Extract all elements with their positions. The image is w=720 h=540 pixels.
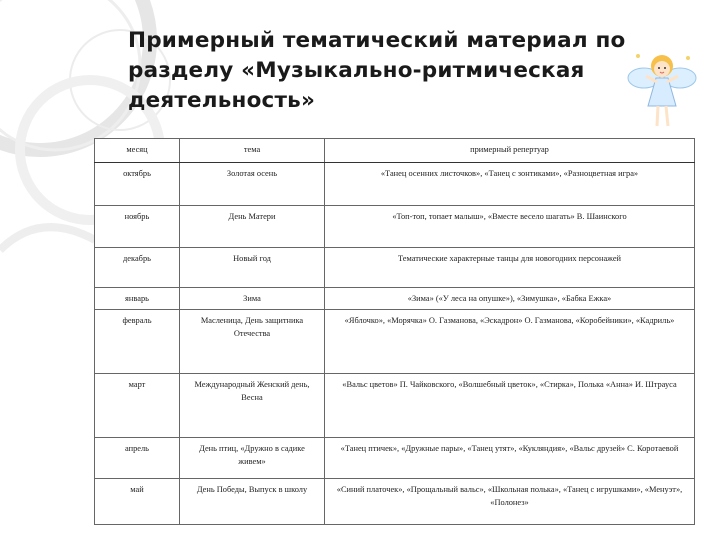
cell-repertoire: «Синий платочек», «Прощальный вальс», «Школьная полька», «Танец с игрушками», «Менуэт», «Полонез» [325,479,695,525]
cell-month: апрель [95,438,180,479]
cell-theme: Золотая осень [180,163,325,206]
cell-repertoire: «Зима» («У леса на опушке»), «Зимушка», «Бабка Ежка» [325,288,695,310]
header-month: месяц [95,139,180,163]
table-row [95,206,695,248]
cell-theme: Масленица, День защитника Отечества [180,310,325,374]
cell-repertoire: «Яблочко», «Морячка» О. Газманова, «Эскадрон» О. Газманова, «Коробейники», «Кадриль» [325,310,695,374]
page-title: Примерный тематический материал по разделу «Музыкально-ритмическая деятельность» [128,28,626,113]
cell-month: март [95,374,180,438]
cell-repertoire: «Вальс цветов» П. Чайковского, «Волшебный цветок», «Стирка», Полька «Анна» И. Штрауса [325,374,695,438]
cell-repertoire: Тематические характерные танцы для новогодних персонажей [325,248,695,288]
cell-month: май [95,479,180,525]
cell-repertoire: «Топ-топ, топает малыш», «Вместе весело шагать» В. Шаинского [325,206,695,248]
cell-theme: День Матери [180,206,325,248]
repertoire-table [94,138,695,525]
table-row [95,248,695,288]
table-row [95,438,695,479]
table-row [95,288,695,310]
cell-repertoire: «Танец птичек», «Дружные пары», «Танец утят», «Кукляндия», «Вальс друзей» С. Коротаевой [325,438,695,479]
fairy-illustration [624,48,700,132]
cell-month: ноябрь [95,206,180,248]
table-row [95,163,695,206]
cell-theme: Международный Женский день, Весна [180,374,325,438]
table-row [95,310,695,374]
table-row [95,479,695,525]
cell-repertoire: «Танец осенних листочков», «Танец с зонтиками», «Разноцветная игра» [325,163,695,206]
cell-theme: Зима [180,288,325,310]
table-header-row [95,139,695,163]
cell-theme: День птиц, «Дружно в садике живем» [180,438,325,479]
cell-month: февраль [95,310,180,374]
table-row [95,374,695,438]
cell-theme: День Победы, Выпуск в школу [180,479,325,525]
header-theme: тема [180,139,325,163]
header-repertoire: примерный репертуар [325,139,695,163]
cell-month: октябрь [95,163,180,206]
cell-month: январь [95,288,180,310]
cell-month: декабрь [95,248,180,288]
cell-theme: Новый год [180,248,325,288]
